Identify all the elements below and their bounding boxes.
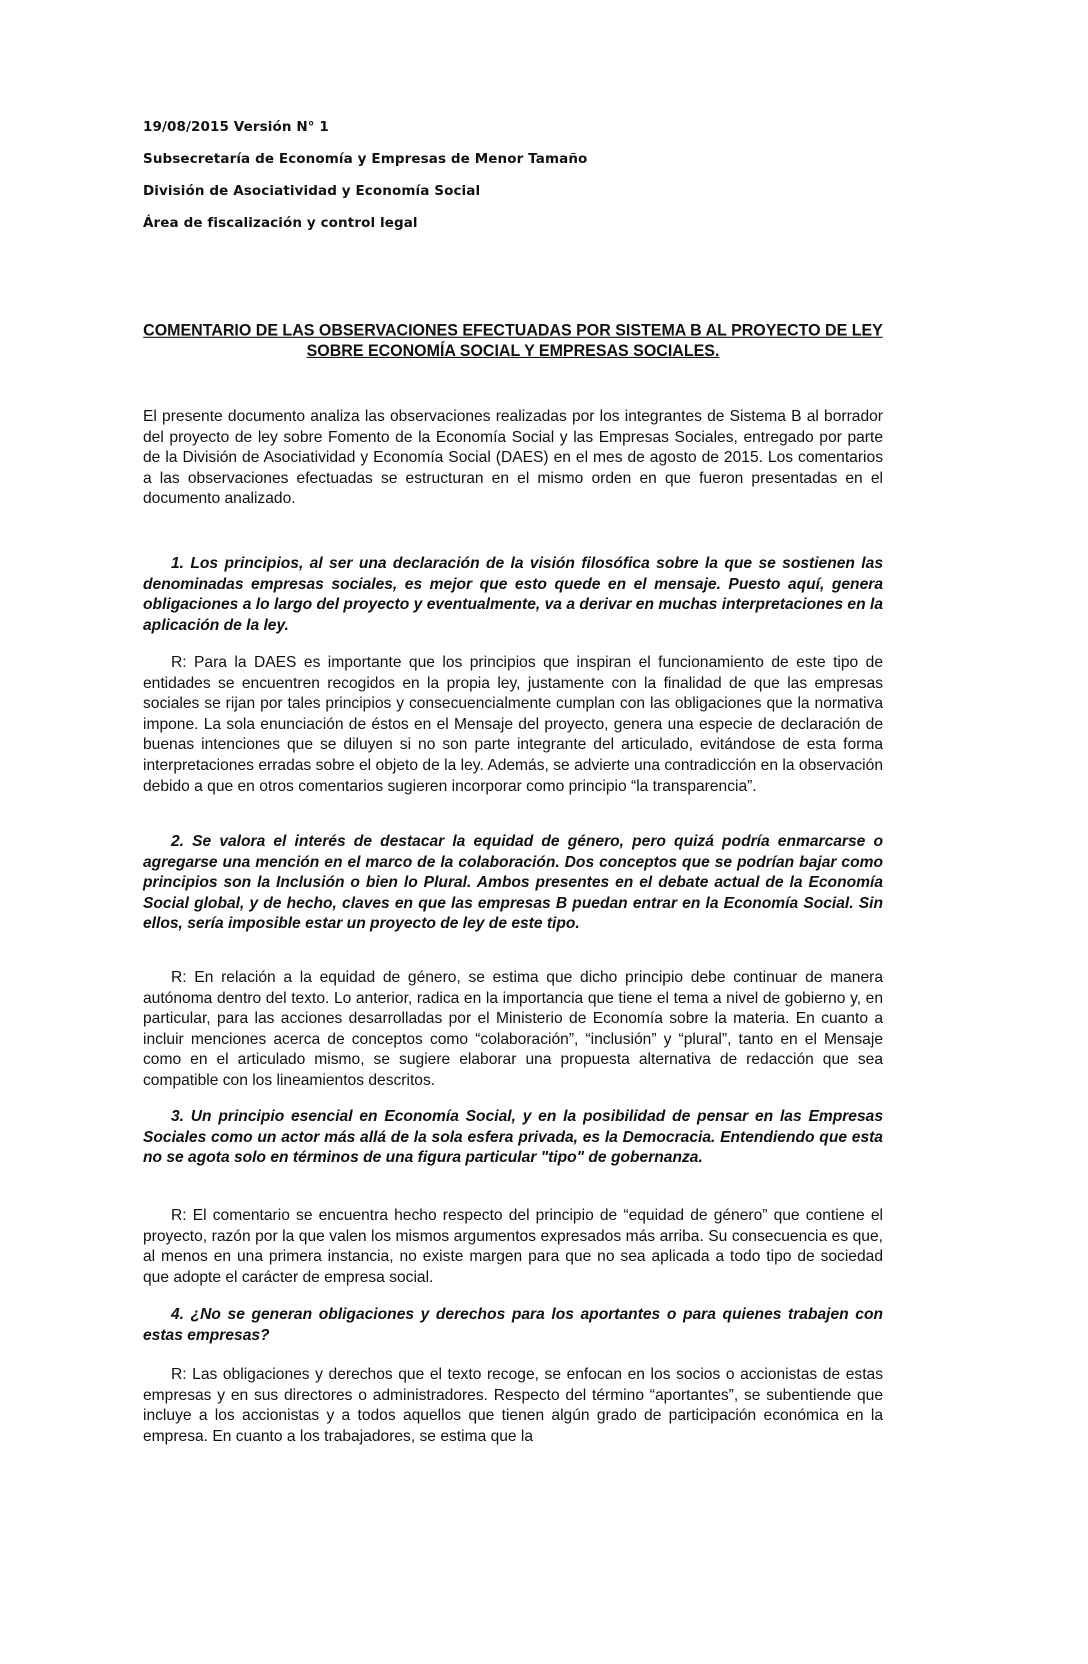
subsecretaria-line: Subsecretaría de Economía y Empresas de Menor Tamaño (143, 151, 588, 167)
response-3: R: El comentario se encuentra hecho respecto del principio de “equidad de género” que contiene el proyecto, razón por la que valen los mismos argumentos expresados más arriba. Su consecuencia es que, al menos en una primera instancia, no existe margen para que no sea aplicada a todo tipo de sociedad que adopte el carácter de empresa social. (143, 1207, 883, 1286)
observation-1: 1. Los principios, al ser una declaración de la visión filosófica sobre la que se sostienen las denominadas empresas sociales, es mejor que esto quede en el mensaje. Puesto aquí, genera obligaciones a lo largo del proyecto y eventualmente, va a derivar en muchas interpretaciones en la aplicación de la ley. (143, 555, 883, 634)
version-line: 19/08/2015 Versión N° 1 (143, 119, 329, 135)
document-title: COMENTARIO DE LAS OBSERVACIONES EFECTUADAS POR SISTEMA B AL PROYECTO DE LEY SOBRE ECONOMÍA SOCIAL Y EMPRESAS SOCIALES. (143, 321, 883, 361)
intro-paragraph: El presente documento analiza las observaciones realizadas por los integrantes de Sistema B al borrador del proyecto de ley sobre Fomento de la Economía Social y las Empresas Sociales, entregado por parte de la División de Asociatividad y Economía Social (DAES) en el mes de agosto de 2015. Los comentarios a las observaciones efectuadas se estructuran en el mismo orden en que fueron presentadas en el documento analizado. (143, 408, 883, 508)
response-1: R: Para la DAES es importante que los principios que inspiran el funcionamiento de este tipo de entidades se encuentren recogidos en la propia ley, justamente con la finalidad de que las empresas sociales se rijan por tales principios y consecuencialmente cumplan con las obligaciones que la normativa impone. La sola enunciación de éstos en el Mensaje del proyecto, genera una especie de declaración de buenas intenciones que se diluyen si no son parte integrante del articulado, evitándose de esta forma interpretaciones erradas sobre el objeto de la ley. Además, se advierte una contradicción en la observación debido a que en otros comentarios sugieren incorporar como principio “la transparencia”. (143, 654, 883, 795)
observation-2: 2. Se valora el interés de destacar la equidad de género, pero quizá podría enmarcarse o agregarse una mención en el marco de la colaboración. Dos conceptos que se podrían bajar como principios son la Inclusión o bien lo Plural. Ambos presentes en el debate actual de la Economía Social global, y de hecho, claves en que las empresas B puedan entrar en la Economía Social. Sin ellos, sería imposible estar un proyecto de ley de este tipo. (143, 833, 883, 933)
observation-3: 3. Un principio esencial en Economía Social, y en la posibilidad de pensar en las Empresas Sociales como un actor más allá de la sola esfera privada, es la Democracia. Entendiendo que esta no se agota solo en términos de una figura particular "tipo" de gobernanza. (143, 1108, 883, 1167)
observation-4: 4. ¿No se generan obligaciones y derechos para los aportantes o para quienes trabajen con estas empresas? (143, 1306, 883, 1344)
response-4: R: Las obligaciones y derechos que el texto recoge, se enfocan en los socios o accionistas de estas empresas y en sus directores o administradores. Respecto del término “aportantes”, se subentiende que incluye a los accionistas y a todos aquellos que tienen algún grado de participación económica en la empresa. En cuanto a los trabajadores, se estima que la (143, 1366, 883, 1445)
response-2: R: En relación a la equidad de género, se estima que dicho principio debe continuar de manera autónoma dentro del texto. Lo anterior, radica en la importancia que tiene el tema a nivel de gobierno y, en particular, para las acciones desarrolladas por el Ministerio de Economía sobre la materia. En cuanto a incluir menciones acerca de conceptos como “colaboración”, “inclusión” y “plural”, tanto en el Mensaje como en el articulado mismo, se sugiere elaborar una propuesta alternativa de redacción que sea compatible con los lineamientos descritos. (143, 969, 883, 1089)
area-line: Área de fiscalización y control legal (143, 215, 418, 231)
division-line: División de Asociatividad y Economía Social (143, 183, 481, 199)
